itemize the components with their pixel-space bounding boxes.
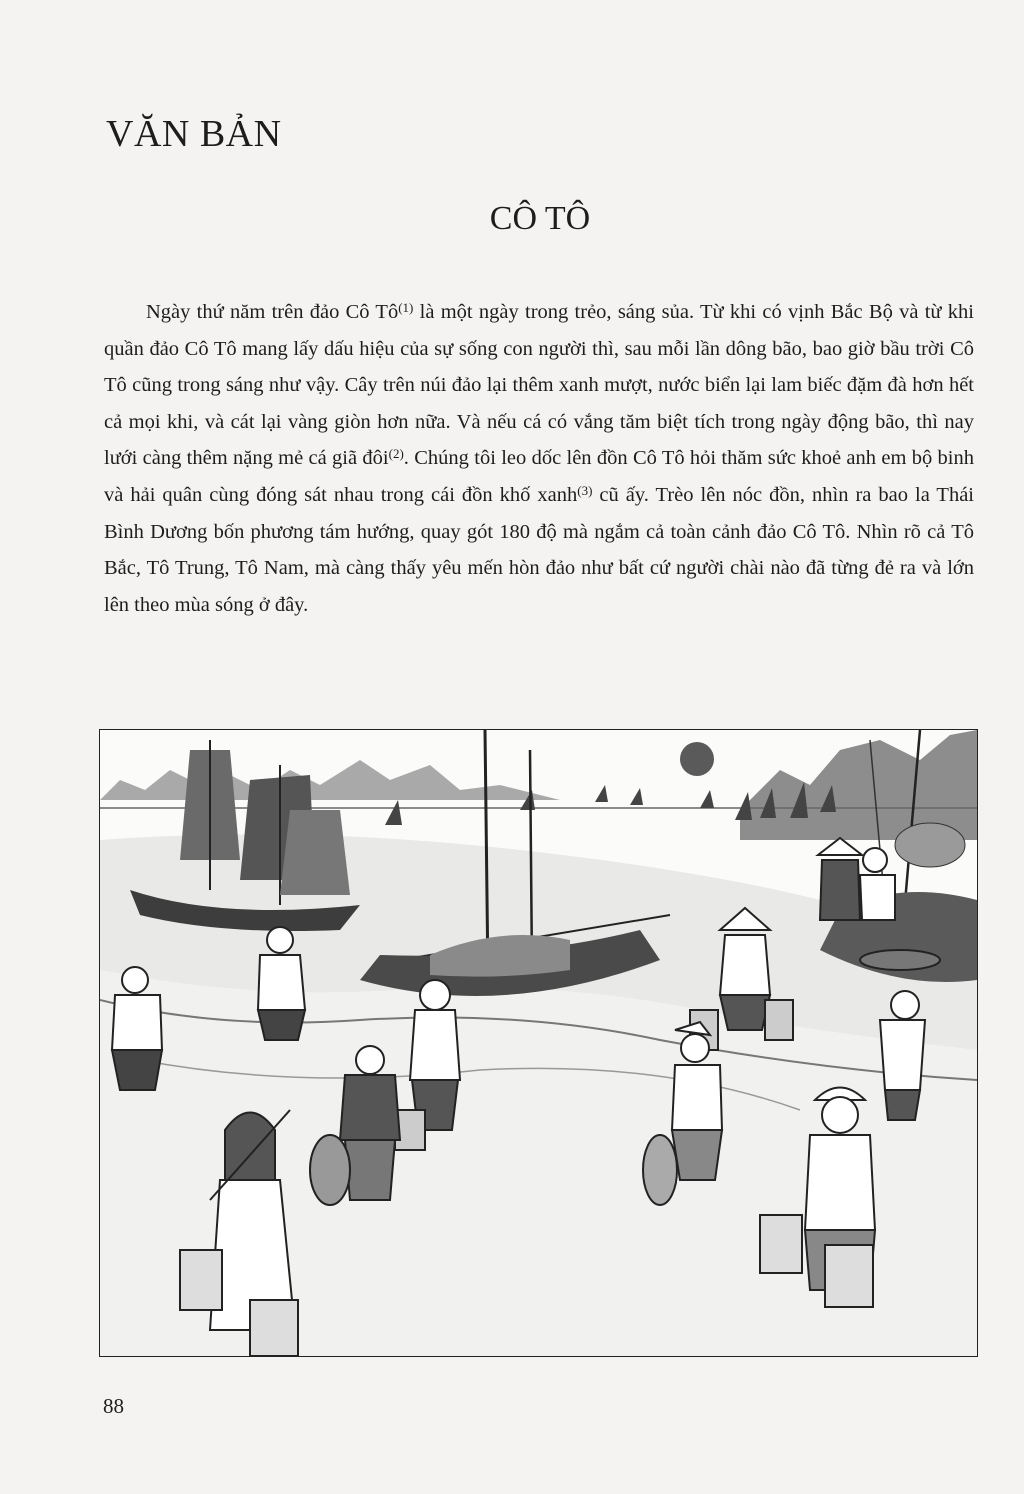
page-number: 88: [103, 1394, 124, 1418]
sun-icon: [680, 742, 714, 776]
harbor-scene-drawing: [100, 730, 977, 1356]
harbor-illustration: [99, 729, 978, 1357]
villager-pair-boat-right: [818, 838, 895, 920]
footnote-marker-2[interactable]: (2): [388, 446, 404, 462]
body-paragraph: [104, 294, 974, 623]
text-segment: . Chúng tôi leo dốc lên đồn Cô Tô hỏi thăm sức khoẻ anh em bộ binh và hải quân cùng đóng sát nhau trong cái đồn khố xanh: [104, 447, 974, 506]
text-segment: là một ngày trong trẻo, sáng sủa. Từ khi có vịnh Bắc Bộ và từ khi quần đảo Cô Tô mang lấy dấu hiệu của sự sống con người thì, sau mỗi lần dông bão, bao giờ bầu trời Cô Tô cũng trong sáng như vậy. Cây trên núi đảo lại thêm xanh mượt, nước biển lại lam biếc đặm đà hơn hết cả mọi khi, và cát lại vàng giòn hơn nữa. Và nếu cá có vắng tăm biệt tích trong ngày động bão, thì nay lưới càng thêm nặng mẻ cá giã đôi: [104, 301, 974, 470]
section-heading: VĂN BẢN: [106, 113, 282, 155]
text-segment: cũ ấy. Trèo lên nóc đồn, nhìn ra bao la Thái Bình Dương bốn phương tám hướng, quay gót 180 độ mà ngắm cả toàn cảnh đảo Cô Tô. Nhìn rõ cả Tô Bắc, Tô Trung, Tô Nam, mà càng thấy yêu mến hòn đảo như bất cứ người chài nào đã từng đẻ ra và lớn lên theo mùa sóng ở đây.: [104, 483, 974, 616]
text-segment: Ngày thứ năm trên đảo Cô Tô: [146, 301, 399, 323]
footnote-marker-1[interactable]: (1): [398, 300, 414, 315]
page-title: CÔ TÔ: [489, 200, 591, 237]
footnote-marker-3[interactable]: (3): [577, 482, 593, 498]
